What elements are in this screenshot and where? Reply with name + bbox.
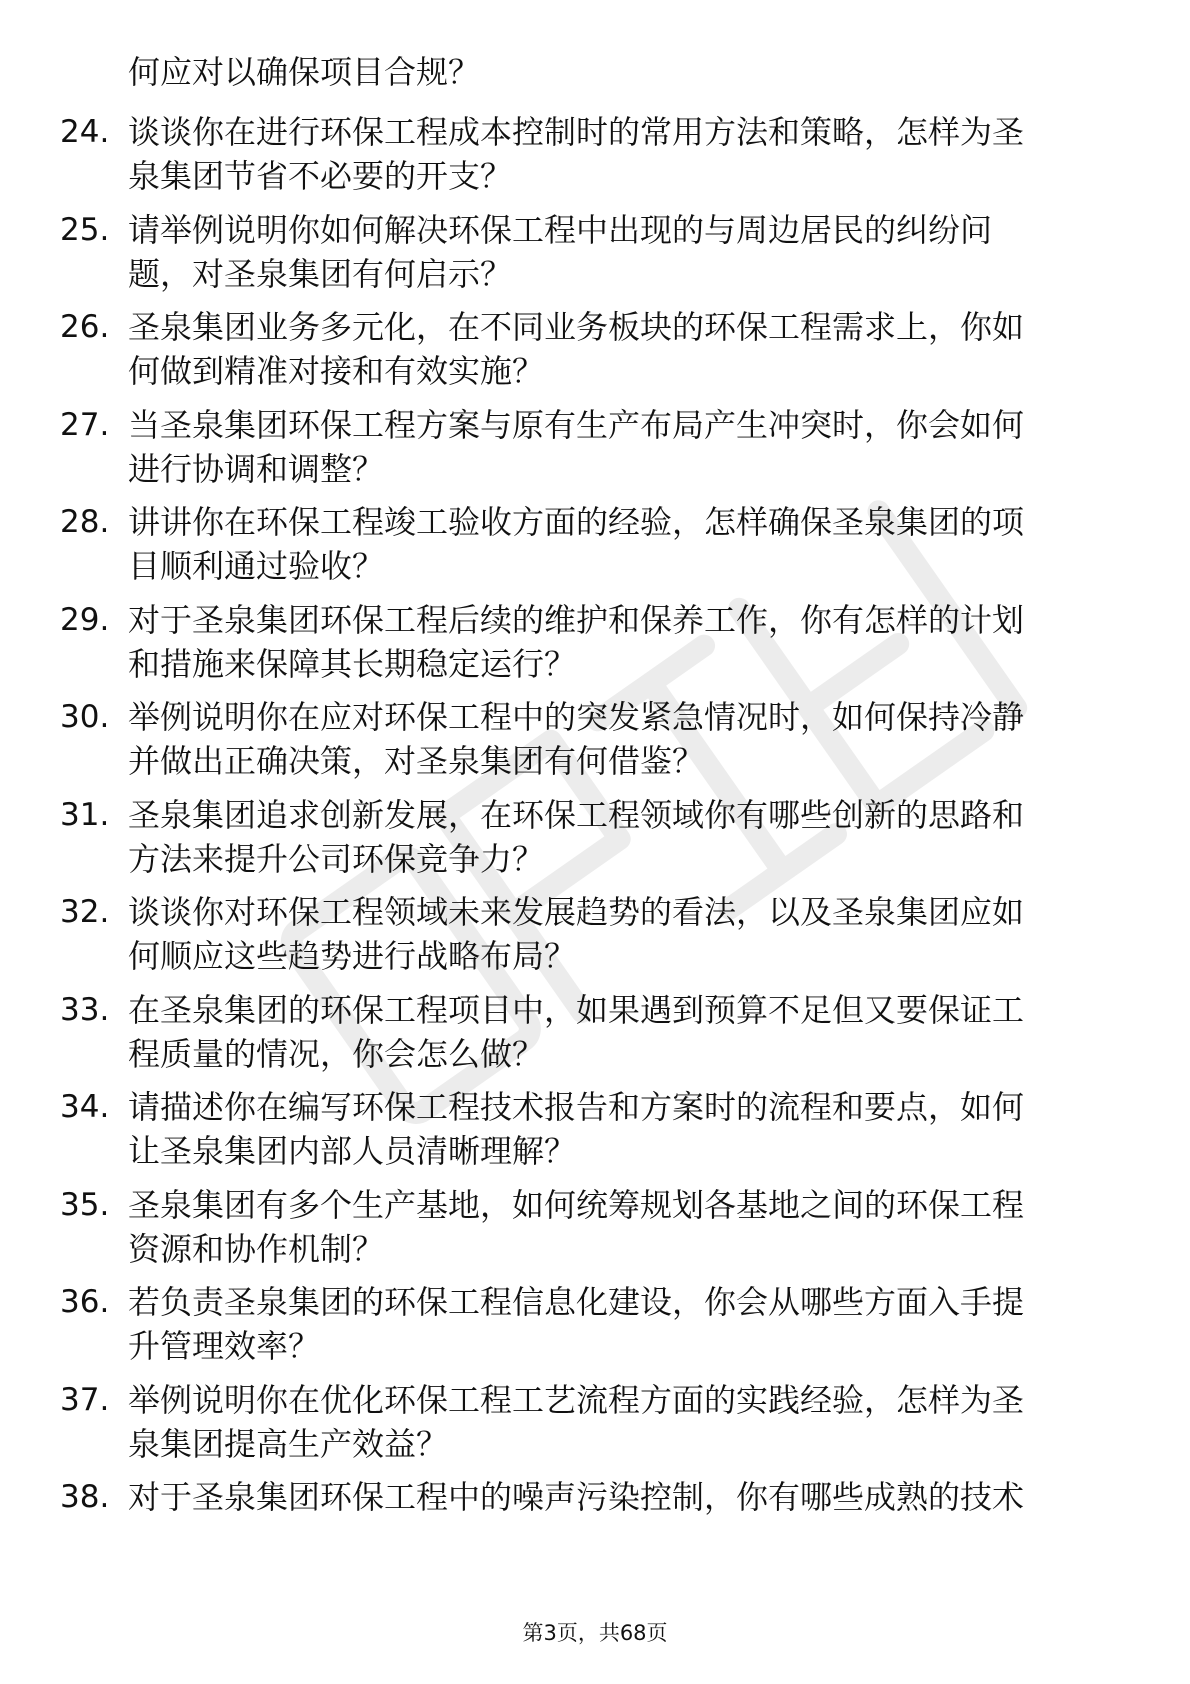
question-number: 35. <box>60 1186 110 1223</box>
question-text-line: 若负责圣泉集团的环保工程信息化建设，你会从哪些方面入手提 <box>128 1283 1025 1321</box>
question-text-line: 圣泉集团业务多元化，在不同业务板块的环保工程需求上，你如 <box>128 308 1025 346</box>
question-text-line: 何做到精准对接和有效实施？ <box>128 352 545 390</box>
question-number: 33. <box>60 991 110 1028</box>
question-number: 38. <box>60 1479 110 1515</box>
question-number: 27. <box>60 406 110 443</box>
question-text-line: 讲讲你在环保工程竣工验收方面的经验，怎样确保圣泉集团的项 <box>128 503 1025 541</box>
question-text-line: 资源和协作机制？ <box>128 1229 385 1268</box>
question-text-line: 举例说明你在优化环保工程工艺流程方面的实践经验，怎样为圣 <box>128 1380 1025 1419</box>
question-text-line: 目顺利通过验收？ <box>128 547 385 585</box>
question-text-line: 何顺应这些趋势进行战略布局？ <box>128 937 577 975</box>
question-text-line: 请描述你在编写环保工程技术报告和方案时的流程和要点，如何 <box>128 1088 1025 1126</box>
question-text-line: 请举例说明你如何解决环保工程中出现的与周边居民的纠纷问 <box>128 210 993 249</box>
question-number: 28. <box>60 504 110 540</box>
question-text-line: 泉集团提高生产效益？ <box>128 1424 449 1463</box>
question-text-line: 让圣泉集团内部人员清晰理解？ <box>128 1132 577 1170</box>
question-text-line: 当圣泉集团环保工程方案与原有生产布局产生冲突时，你会如何 <box>128 405 1025 444</box>
question-text-line: 和措施来保障其长期稳定运行？ <box>128 644 577 683</box>
question-text-line: 题，对圣泉集团有何启示？ <box>128 254 513 293</box>
question-text-line: 升管理效率？ <box>128 1327 321 1365</box>
question-text-line: 谈谈你对环保工程领域未来发展趋势的看法，以及圣泉集团应如 <box>128 893 1025 931</box>
question-text-line: 圣泉集团有多个生产基地，如何统筹规划各基地之间的环保工程 <box>128 1185 1025 1224</box>
question-text-line: 泉集团节省不必要的开支？ <box>128 157 513 195</box>
question-text-line: 进行协调和调整？ <box>128 449 385 488</box>
continuation-line: 何应对以确保项目合规？ <box>128 53 481 91</box>
question-text-line: 圣泉集团追求创新发展，在环保工程领域你有哪些创新的思路和 <box>128 795 1025 834</box>
question-text-line: 程质量的情况，你会怎么做？ <box>128 1034 545 1073</box>
question-text-line: 举例说明你在应对环保工程中的突发紧急情况时，如何保持冷静 <box>128 698 1025 736</box>
question-text-line: 对于圣泉集团环保工程后续的维护和保养工作，你有怎样的计划 <box>128 600 1025 639</box>
question-number: 37. <box>60 1381 110 1418</box>
question-number: 31. <box>60 796 110 833</box>
question-text-line: 并做出正确决策，对圣泉集团有何借鉴？ <box>128 742 705 780</box>
question-number: 29. <box>60 601 110 638</box>
question-number: 26. <box>60 309 110 345</box>
question-number: 32. <box>60 894 110 930</box>
question-text-line: 方法来提升公司环保竞争力？ <box>128 839 545 878</box>
page-footer: 第3页，共68页 <box>522 1621 668 1645</box>
question-number: 34. <box>60 1089 110 1125</box>
question-number: 24. <box>60 114 110 150</box>
question-number: 25. <box>60 211 110 248</box>
question-text-line: 谈谈你在进行环保工程成本控制时的常用方法和策略，怎样为圣 <box>128 113 1025 151</box>
question-number: 30. <box>60 699 110 735</box>
question-text-line: 在圣泉集团的环保工程项目中，如果遇到预算不足但又要保证工 <box>128 990 1025 1029</box>
question-number: 36. <box>60 1284 110 1320</box>
question-text-line: 对于圣泉集团环保工程中的噪声污染控制，你有哪些成熟的技术 <box>128 1478 1025 1516</box>
